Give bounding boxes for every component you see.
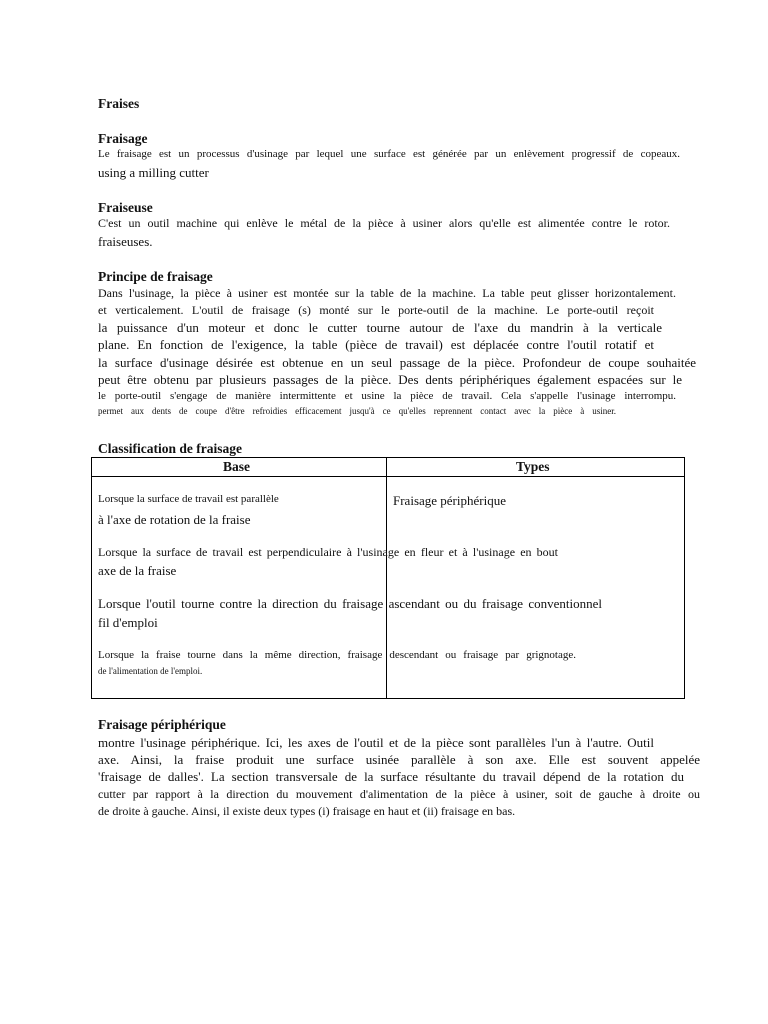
table-row-4-line-1: Lorsque la fraise tourne dans la même direction, fraisage descendant ou fraisage par grignotage. <box>98 649 576 661</box>
table-row-1-base-line-2: à l'axe de rotation de la fraise <box>98 512 251 527</box>
classification-heading: Classification de fraisage <box>98 441 242 456</box>
peripherique-line: de droite à gauche. Ainsi, il existe deux types (i) fraisage en haut et (ii) fraisage en bas. <box>98 804 516 818</box>
principe-line: la surface d'usinage désirée est obtenue en un seul passage de la pièce. Profondeur de coupe souhaitée <box>98 355 696 370</box>
peripherique-line: 'fraisage de dalles'. La section transversale de la surface résultante du travail dépend de la rotation du <box>98 769 684 784</box>
principe-line: permet aux dents de coupe d'être refroidies efficacement jusqu'à ce qu'elles reprennent contact avec la pièce à usiner. <box>98 406 616 416</box>
peripherique-line: cutter par rapport à la direction du mouvement d'alimentation de la pièce à usiner, soit de gauche à droite ou <box>98 787 700 801</box>
table-row-1-base-line-1: Lorsque la surface de travail est parallèle <box>98 493 279 505</box>
peripherique-heading: Fraisage périphérique <box>98 717 226 732</box>
table-header-base: Base <box>223 459 250 474</box>
principe-heading: Principe de fraisage <box>98 269 213 284</box>
page-title: Fraises <box>98 96 140 111</box>
fraisage-text-line-2: using a milling cutter <box>98 165 209 180</box>
principe-line: peut être obtenu par plusieurs passages de la pièce. Des dents périphériques également espacées sur le <box>98 372 682 387</box>
principe-line: plane. En fonction de l'exigence, la table (pièce de travail) est déplacée contre l'outil rotatif et <box>98 337 654 352</box>
fraiseuse-heading: Fraiseuse <box>98 200 153 215</box>
table-header-rule <box>92 476 684 477</box>
principe-line: le porte-outil s'engage de manière intermittente et usine la pièce de travail. Cela s'appelle l'usinage interrompu. <box>98 390 676 402</box>
table-row-4-line-2: de l'alimentation de l'emploi. <box>98 666 203 676</box>
peripherique-line: axe. Ainsi, la fraise produit une surface usinée parallèle à son axe. Elle est souvent appelée <box>98 752 700 767</box>
table-row-2-line-1: Lorsque la surface de travail est perpendiculaire à l'usinage en fleur et à l'usinage en bout <box>98 545 558 559</box>
table-divider <box>386 458 387 698</box>
table-row-2-line-2: axe de la fraise <box>98 563 177 578</box>
principe-line: la puissance d'un moteur et donc le cutter tourne autour de l'axe du mandrin à la verticale <box>98 320 662 335</box>
table-row-3-line-2: fil d'emploi <box>98 615 158 630</box>
fraiseuse-text-line-2: fraiseuses. <box>98 234 153 249</box>
table-row-3-line-1: Lorsque l'outil tourne contre la direction du fraisage ascendant ou du fraisage conventionnel <box>98 596 602 611</box>
principe-line: Dans l'usinage, la pièce à usiner est montée sur la table de la machine. La table peut glisser horizontalement. <box>98 286 676 300</box>
fraiseuse-text-line-1: C'est un outil machine qui enlève le métal de la pièce à usiner alors qu'elle est alimentée contre le rotor. <box>98 216 670 230</box>
fraisage-heading: Fraisage <box>98 131 148 146</box>
peripherique-line: montre l'usinage périphérique. Ici, les axes de l'outil et de la pièce sont parallèles l'un à l'autre. Outil <box>98 735 654 750</box>
table-row-1-type: Fraisage périphérique <box>393 493 506 508</box>
table-header-types: Types <box>516 459 550 474</box>
fraisage-text-line-1: Le fraisage est un processus d'usinage par lequel une surface est générée par un enlèvement progressif de copeaux. <box>98 148 680 160</box>
principe-line: et verticalement. L'outil de fraisage (s) monté sur le porte-outil de la machine. Le porte-outil reçoit <box>98 303 654 317</box>
